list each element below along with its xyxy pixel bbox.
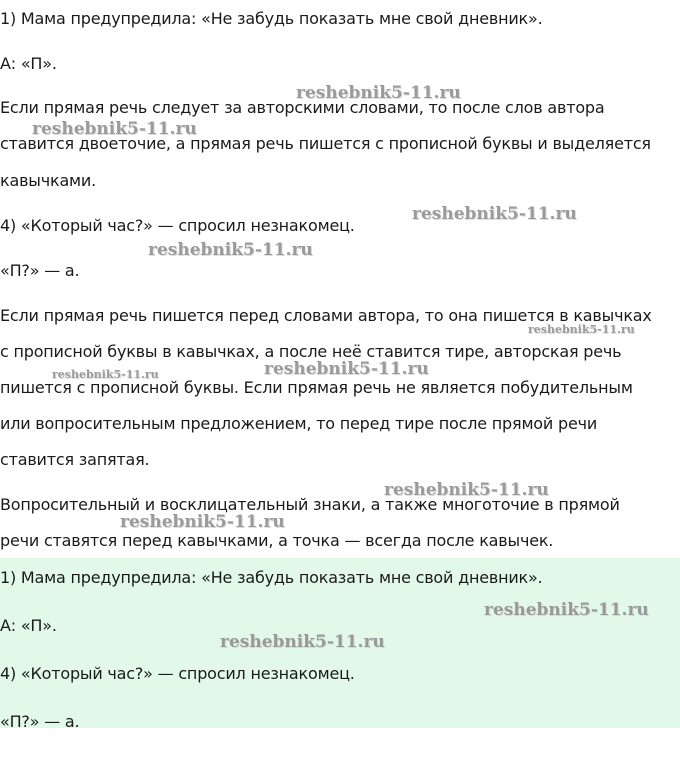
text-line: 1) Мама предупредила: «Не забудь показать мне свой дневник». <box>0 9 543 28</box>
text-line: Если прямая речь пишется перед словами автора, то она пишется в кавычках <box>0 306 652 325</box>
text-line: 4) «Который час?» — спросил незнакомец. <box>0 216 355 235</box>
answer-line: 4) «Который час?» — спросил незнакомец. <box>0 664 355 683</box>
text-line: с прописной буквы в кавычках, а после неё ставится тире, авторская речь <box>0 342 622 361</box>
text-line: пишется с прописной буквы. Если прямая речь не является побудительным <box>0 378 633 397</box>
text-line: А: «П». <box>0 54 57 73</box>
watermark: reshebnik5-11.ru <box>412 204 577 224</box>
text-line: или вопросительным предложением, то перед тире после прямой речи <box>0 414 598 433</box>
watermark: reshebnik5-11.ru <box>264 359 429 379</box>
text-line: Если прямая речь следует за авторскими словами, то после слов автора <box>0 98 605 117</box>
answer-line: «П?» — а. <box>0 712 80 731</box>
text-line: ставится двоеточие, а прямая речь пишется с прописной буквы и выделяется <box>0 134 651 153</box>
answer-line: А: «П». <box>0 616 57 635</box>
watermark: reshebnik5-11.ru <box>148 240 313 260</box>
answer-line: 1) Мама предупредила: «Не забудь показать мне свой дневник». <box>0 568 543 587</box>
watermark: reshebnik5-11.ru <box>528 323 635 336</box>
watermark: reshebnik5-11.ru <box>384 480 549 500</box>
watermark: reshebnik5-11.ru <box>52 368 159 381</box>
text-line: речи ставятся перед кавычками, а точка — всегда после кавычек. <box>0 531 554 550</box>
text-line: «П?» — а. <box>0 261 80 280</box>
text-line: Вопросительный и восклицательный знаки, а также многоточие в прямой <box>0 495 620 514</box>
watermark: reshebnik5-11.ru <box>220 632 385 652</box>
watermark: reshebnik5-11.ru <box>484 600 649 620</box>
watermark: reshebnik5-11.ru <box>32 119 197 139</box>
watermark: reshebnik5-11.ru <box>120 512 285 532</box>
watermark: reshebnik5-11.ru <box>296 83 461 103</box>
text-line: кавычками. <box>0 171 97 190</box>
text-line: ставится запятая. <box>0 450 150 469</box>
